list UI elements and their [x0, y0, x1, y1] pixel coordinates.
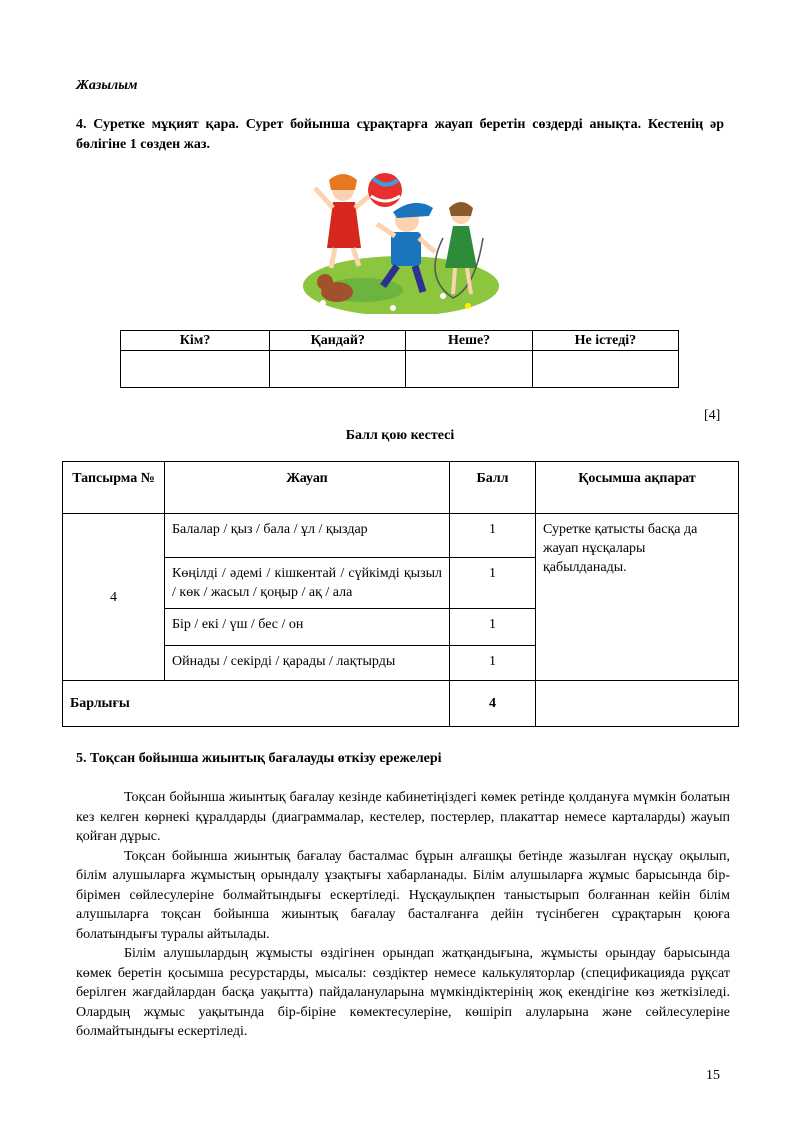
- rubric-answer: Бір / екі / үш / бес / он: [165, 609, 450, 646]
- rubric-header-extra-info: Қосымша ақпарат: [536, 462, 739, 514]
- rubric-answer: Көңілді / әдемі / кішкентай / сүйкімді қызыл / көк / жасыл / қоңыр / ақ / ала: [165, 558, 450, 609]
- rubric-header-task: Тапсырма №: [63, 462, 165, 514]
- answer-header-what-did: Не істеді?: [532, 331, 678, 351]
- rubric-score: 1: [450, 646, 536, 681]
- answer-header-how-many: Неше?: [406, 331, 532, 351]
- rubric-extra-info: Суретке қатысты басқа да жауап нұсқалары қабылданады.: [536, 514, 739, 681]
- section5-title: 5. Тоқсан бойынша жиынтық бағалауды өткізу ережелері: [76, 751, 442, 766]
- rubric-total-row: [63, 681, 739, 727]
- children-playing-illustration: [303, 168, 499, 314]
- rubric-answer: Балалар / қыз / бала / ұл / қыздар: [165, 514, 450, 558]
- rubric-header-row: [63, 462, 739, 514]
- rubric-header-answer: Жауап: [165, 462, 450, 514]
- rubric-score: 1: [450, 514, 536, 558]
- answer-cell-who[interactable]: [121, 351, 270, 388]
- rubric-score: 1: [450, 609, 536, 646]
- answer-table-input-row: [121, 351, 679, 388]
- rubric-answer: Ойнады / секірді / қарады / лақтырды: [165, 646, 450, 681]
- rules-paragraph: Тоқсан бойынша жиынтық бағалау кезінде кабинетіңіздегі көмек ретінде қолдануға мүмкін болатын кез келген көрнекі құралдарды (диаграммалар, кестелер, постерлер, плакаттар немесе карталарды) жауып қойған дұрыс.: [76, 790, 730, 844]
- rubric-score: 1: [450, 558, 536, 609]
- rubric-total-label: Барлығы: [63, 681, 450, 727]
- rules-paragraph: Білім алушылардың жұмысты өздігінен орындап жатқандығына, жұмысты орындау барысында көмек беретін қосымша ресурстарды, мысалы: сөздіктер немесе калькуляторлар (спецификацияда рұқсат берілген жағдайлардан басқа уақытта) пайдалануларына мүмкіндіктерінің жоқ екендігіне көз жеткізіледі. Олардың жұмыс уақытында бір-біріне көмектесулеріне, көшіріп алуларына және сөйлесулеріне болмайтындығы ескертіледі.: [76, 946, 730, 1039]
- rubric-task-number: 4: [63, 514, 165, 681]
- rubric-header-score: Балл: [450, 462, 536, 514]
- rubric-total-score: 4: [450, 681, 536, 727]
- task4-max-score: [4]: [704, 408, 721, 423]
- answer-table: [120, 330, 679, 388]
- rubric-row: [63, 514, 739, 558]
- answer-cell-what-did[interactable]: [532, 351, 678, 388]
- answer-header-what-kind: Қандай?: [270, 331, 406, 351]
- rubric-table: [62, 461, 739, 727]
- answer-cell-what-kind[interactable]: [270, 351, 406, 388]
- answer-table-header-row: [121, 331, 679, 351]
- answer-header-who: Кім?: [121, 331, 270, 351]
- section-title: Жазылым: [76, 78, 138, 93]
- page-number: 15: [706, 1068, 720, 1083]
- answer-cell-how-many[interactable]: [406, 351, 532, 388]
- rules-text: [76, 788, 730, 1042]
- task4-instruction: 4. Суретке мұқият қара. Сурет бойынша сұрақтарға жауап беретін сөздерді анықта. Кестенің әр бөлігіне 1 сөзден жаз.: [76, 117, 724, 152]
- rubric-total-extra: [536, 681, 739, 727]
- rubric-title: Балл қою кестесі: [345, 428, 455, 443]
- rules-paragraph: Тоқсан бойынша жиынтық бағалау басталмас бұрын алғашқы бетінде жазылған нұсқау оқылып, білім алушыларға жұмыстың орындалу ұзақтығы хабарланады. Білім алушыларға жұмыс барысында бір-бірімен сөйлесулеріне болмайтындығы ескертіледі. Нұсқаулықпен таныстырып болғаннан кейін білім алушыларға тоқсан бойынша жиынтық бағалау басталғанға дейін түсінбеген сұрақтарын қоюға болатындығы туралы айтылады.: [76, 848, 730, 942]
